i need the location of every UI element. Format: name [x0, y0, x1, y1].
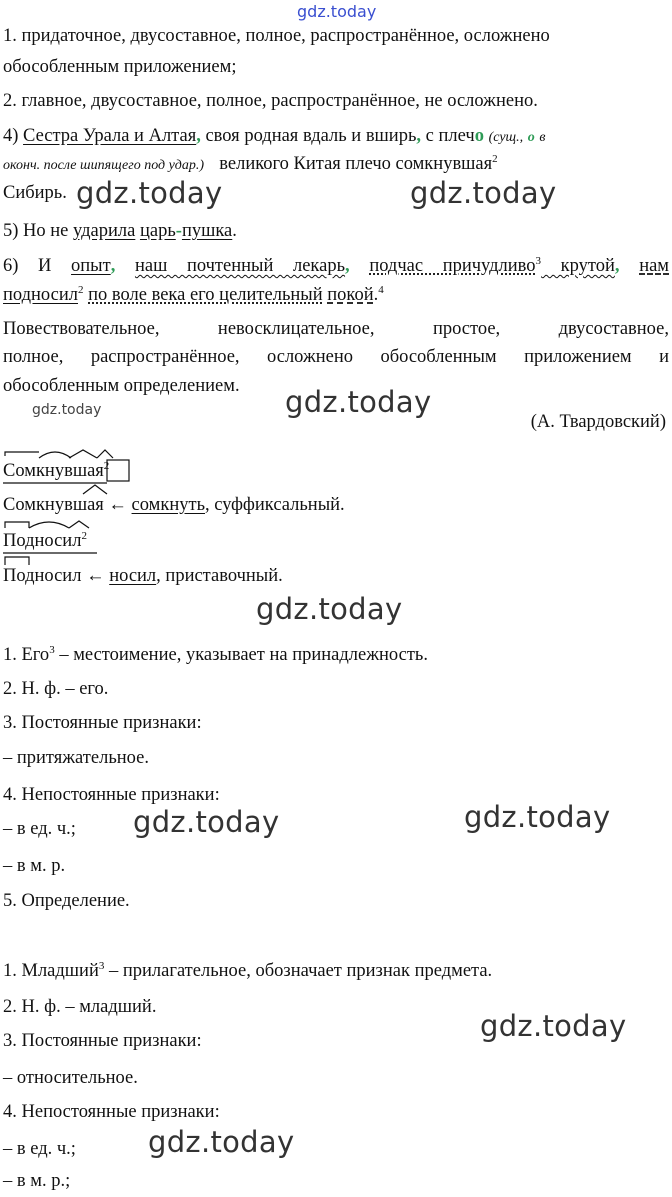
footnote-marker: 2 [81, 529, 87, 542]
arrow-icon: ← [81, 566, 110, 586]
text-fragment: – прилагательное, обозначает признак предмета. [104, 961, 493, 981]
sentence-number: 4) [3, 126, 19, 146]
morph-marked-word [3, 460, 104, 482]
line-2-clause: 2. главное, двусоставное, полное, распространённое, не осложнено. [3, 91, 538, 111]
punct-comma: , [614, 256, 620, 276]
morph-word-text: Сомкнувшая [3, 495, 104, 515]
sentence-4-line-3: Сибирь. [3, 183, 67, 203]
footnote-marker: 3 [98, 959, 105, 972]
sentence-4-rest: великого Китая плечо сомкнувшая [219, 154, 493, 174]
author-attribution: (А. Твардовский) [530, 412, 666, 432]
watermark-top: gdz.today [297, 2, 377, 21]
sentence-6-line-2 [3, 284, 384, 306]
line-1-clause: 1. придаточное, двусоставное, полное, распространённое, осложнено [3, 26, 550, 46]
morph-derivation-1 [3, 494, 345, 516]
suffix-mark-icon [3, 484, 133, 498]
morph-marked-word [3, 530, 81, 552]
sentence-4-line-2 [3, 153, 498, 177]
ego-line-4: – притяжательное. [3, 748, 149, 768]
text-fragment: 5) Но не [3, 221, 74, 241]
punct-comma: , [196, 126, 201, 146]
subject-word: опыт [71, 256, 111, 276]
sentence-5 [3, 220, 237, 242]
highlighted-vowel: о [474, 126, 484, 146]
note-vowel: о [527, 130, 535, 145]
subject-word: пушка [181, 221, 233, 241]
watermark: gdz.today [480, 1009, 627, 1043]
sentence-4-line-1 [3, 125, 545, 149]
apposition-phrase: наш почтенный лекарь [134, 256, 346, 276]
mladshiy-line-4: – относительное. [3, 1068, 138, 1088]
subject-phrase: Сестра Урала и Алтая [23, 126, 197, 146]
mladshiy-line-3: 3. Постоянные признаки: [3, 1031, 202, 1051]
analysis-line-3: обособленным определением. [3, 376, 240, 396]
subject-word: царь [139, 221, 176, 241]
text-fragment: 6) И [3, 256, 72, 276]
punct-comma: , [345, 256, 350, 276]
ego-line-8: 5. Определение. [3, 891, 130, 911]
morpheme-marks-icon [3, 520, 103, 554]
mladshiy-line-5: 4. Непостоянные признаки: [3, 1102, 220, 1122]
mladshiy-line-7: – в м. р.; [3, 1171, 71, 1191]
arrow-icon: ← [103, 495, 132, 515]
predicate-word: ударила [73, 221, 136, 241]
mladshiy-line-6: – в ед. ч.; [3, 1139, 76, 1159]
text-fragment: – местоимение, указывает на принадлежность. [54, 645, 428, 665]
ego-line-1 [3, 644, 428, 666]
watermark: gdz.today [256, 592, 403, 626]
text-fragment: 1. Младший [3, 961, 99, 981]
text-fragment: 1. Его [3, 645, 50, 665]
adverbial-phrase: подчас причудливо [369, 256, 536, 276]
analysis-line-2: полное, распространённое, осложнено обособленным приложением и [3, 347, 669, 367]
note-part-b: в [539, 130, 546, 145]
morph-word-text: Сомкнувшая [3, 461, 104, 481]
watermark: gdz.today [76, 176, 223, 210]
sentence-6-line-1 [3, 255, 669, 277]
predicate-word: подносил [3, 285, 78, 305]
punct-comma: , [416, 126, 422, 146]
derivation-type: , суффиксальный. [205, 495, 345, 515]
analysis-line-1: Повествовательное, невосклицательное, простое, двусоставное, [3, 319, 669, 339]
ego-line-6: – в ед. ч.; [3, 819, 76, 839]
line-1-clause-cont: обособленным приложением; [3, 57, 237, 77]
punct-comma: , [110, 256, 116, 276]
derivation-type: , приставочный. [156, 566, 283, 586]
apposition-text: своя родная вдаль и вширь [200, 126, 417, 146]
footnote-marker: 2 [103, 459, 110, 472]
ego-line-3: 3. Постоянные признаки: [3, 713, 202, 733]
watermark: gdz.today [133, 805, 280, 839]
morph-marked-word [3, 494, 104, 516]
morph-word-2 [3, 530, 87, 552]
ego-line-2: 2. Н. ф. – его. [3, 679, 109, 699]
note-line-2: оконч. после шипящего под удар.) [3, 158, 205, 173]
watermark-small: gdz.today [32, 402, 102, 418]
mladshiy-line-2: 2. Н. ф. – младший. [3, 997, 157, 1017]
morph-word-text: Подносил [3, 531, 82, 551]
watermark: gdz.today [285, 385, 432, 419]
footnote-marker: 2 [78, 283, 84, 296]
watermark: gdz.today [410, 176, 557, 210]
definition-word: крутой [541, 256, 615, 276]
note-part-a: (сущ., [488, 130, 524, 145]
object-word: покой [327, 285, 374, 305]
footnote-marker: 3 [49, 643, 55, 656]
source-word: сомкнуть [131, 495, 206, 515]
text-fragment: . [232, 221, 237, 241]
morph-word-1 [3, 460, 109, 482]
source-word: носил [109, 566, 157, 586]
morph-word-text: Подносил [3, 566, 82, 586]
morph-marked-word [3, 565, 81, 587]
prep-phrase: с плеч [421, 126, 475, 146]
footnote-marker: 3 [535, 254, 542, 267]
text-fragment: . [373, 285, 379, 305]
footnote-marker: 2 [492, 152, 498, 165]
morpheme-marks-icon [3, 450, 133, 484]
watermark: gdz.today [464, 800, 611, 834]
watermark: gdz.today [148, 1125, 295, 1159]
footnote-marker: 4 [378, 283, 384, 296]
ego-line-7: – в м. р. [3, 856, 66, 876]
mladshiy-line-1 [3, 960, 492, 982]
morph-derivation-2 [3, 565, 283, 587]
prefix-mark-icon [3, 555, 103, 569]
ego-line-5: 4. Непостоянные признаки: [3, 785, 220, 805]
adverbial-phrase: по воле века его целительный [88, 285, 323, 305]
hyphen-mark: - [175, 221, 182, 241]
object-word: нам [639, 256, 670, 276]
